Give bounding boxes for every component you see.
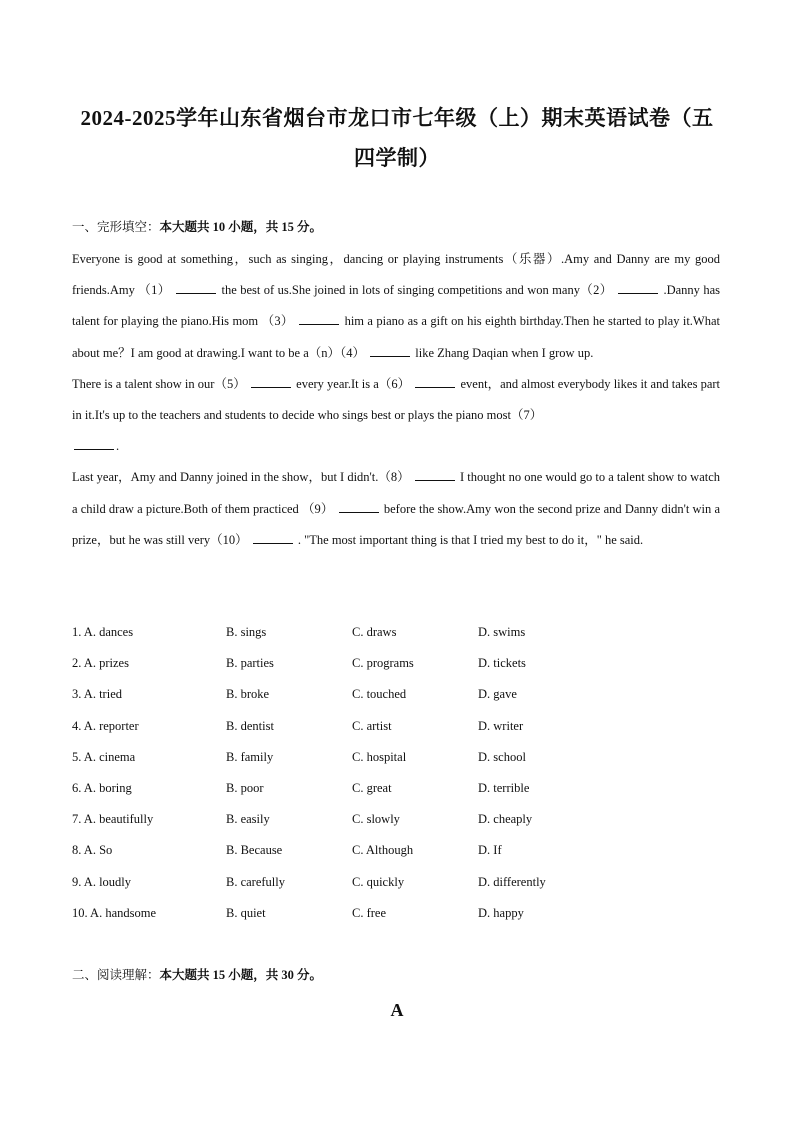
passage-text: .Danny has talent for playing the piano.His mom （3） <box>72 283 721 329</box>
section-2-info: 本大题共 15 小题，共 30 分。 <box>159 968 323 982</box>
option-b: B. quiet <box>226 905 266 920</box>
question-row <box>72 682 722 713</box>
section-1-heading <box>72 218 322 236</box>
title-line-2: 四学制） <box>354 146 440 170</box>
option-a: 2. A. prizes <box>72 656 129 671</box>
passage-text: every year.It is a（6） <box>296 376 411 391</box>
option-b: B. Because <box>226 843 283 858</box>
question-row <box>72 838 722 869</box>
cloze-passage <box>72 244 720 556</box>
blank-3 <box>299 314 339 325</box>
option-c: C. Although <box>352 843 414 858</box>
question-row <box>72 620 722 651</box>
question-row <box>72 651 722 682</box>
option-d: D. tickets <box>478 656 526 671</box>
option-c: C. artist <box>352 718 392 733</box>
option-b: B. broke <box>226 687 270 702</box>
exam-title <box>60 98 734 178</box>
blank-4 <box>370 346 410 357</box>
passage-text: I thought no one would go to a talent show to watch a child draw a picture.Both of them practiced （9） <box>72 470 721 516</box>
option-c: C. hospital <box>352 749 407 764</box>
blank-1 <box>176 283 216 294</box>
answer-options <box>72 620 722 932</box>
passage-text: event，and almost everybody likes it and takes part in it.It's up to the teachers and students to decide who sings best or plays the piano most（7） <box>72 376 721 423</box>
option-a: 7. A. beautifully <box>72 812 154 827</box>
option-b: B. family <box>226 749 274 764</box>
question-row <box>72 870 722 901</box>
passage-text: . "The most important thing is that I tried my best to do it，" he said. <box>297 532 644 547</box>
option-c: C. quickly <box>352 874 405 889</box>
option-d: D. writer <box>478 718 524 733</box>
option-b: B. easily <box>226 812 270 827</box>
option-d: D. school <box>478 749 526 764</box>
option-a: 8. A. So <box>72 843 113 858</box>
blank-9 <box>339 502 379 513</box>
option-a: 10. A. handsome <box>72 905 157 920</box>
reading-part-label: A <box>390 1000 404 1020</box>
option-c: C. touched <box>352 687 407 702</box>
option-d: D. swims <box>478 625 526 639</box>
question-row <box>72 776 722 807</box>
option-d: D. cheaply <box>478 812 533 827</box>
passage-text: Everyone is good at something，such as singing，dancing or playing instruments（乐器）.Amy and Danny are my good friends.Amy （1） <box>72 252 720 298</box>
blank-2 <box>618 283 658 294</box>
section-2-prefix: 二、阅读理解： <box>72 968 160 982</box>
passage-text: There is a talent show in our（5） <box>72 376 246 391</box>
option-d: D. happy <box>478 905 524 920</box>
section-2-heading <box>72 966 322 984</box>
passage-paragraph-3 <box>72 462 720 556</box>
title-line-1: 2024-2025学年山东省烟台市龙口市七年级（上）期末英语试卷（五 <box>80 106 714 130</box>
passage-text: him a piano as a gift on his eighth birthday.Then he started to play it.What about me？I am good at drawing.I want to be a（n）（4） <box>72 314 721 360</box>
option-a: 1. A. dances <box>72 625 134 639</box>
option-d: D. terrible <box>478 780 530 795</box>
option-c: C. great <box>352 780 392 795</box>
blank-7 <box>74 439 114 450</box>
option-c: C. slowly <box>352 812 400 827</box>
blank-8 <box>415 470 455 481</box>
option-d: D. gave <box>478 687 517 702</box>
option-b: B. parties <box>226 656 274 671</box>
blank-5 <box>251 377 291 388</box>
passage-text: Last year，Amy and Danny joined in the show，but I didn't.（8） <box>72 470 410 485</box>
passage-paragraph-1 <box>72 244 720 369</box>
option-b: B. carefully <box>226 874 286 889</box>
option-c: C. free <box>352 905 387 920</box>
option-a: 6. A. boring <box>72 780 132 795</box>
option-a: 4. A. reporter <box>72 718 139 733</box>
question-row <box>72 901 722 932</box>
passage-text: . <box>116 439 120 454</box>
option-a: 5. A. cinema <box>72 749 136 764</box>
option-d: D. differently <box>478 874 546 889</box>
passage-text: before the show.Amy won the second prize and Danny didn't win a prize，but he was still very（10） <box>72 501 721 547</box>
option-d: D. If <box>478 843 502 858</box>
passage-text: like Zhang Daqian when I grow up. <box>415 345 594 360</box>
option-c: C. programs <box>352 656 414 671</box>
section-1-info: 本大题共 10 小题，共 15 分。 <box>159 220 323 234</box>
option-b: B. sings <box>226 625 267 639</box>
question-row <box>72 807 722 838</box>
blank-10 <box>253 533 293 544</box>
passage-text: the best of us.She joined in lots of singing competitions and won many（2） <box>221 283 613 298</box>
question-row <box>72 745 722 776</box>
option-c: C. draws <box>352 625 397 639</box>
option-a: 9. A. loudly <box>72 874 132 889</box>
option-b: B. poor <box>226 780 264 795</box>
blank-6 <box>415 377 455 388</box>
option-a: 3. A. tried <box>72 687 122 702</box>
passage-paragraph-2 <box>72 369 720 463</box>
option-b: B. dentist <box>226 718 274 733</box>
section-1-prefix: 一、完形填空： <box>72 220 160 234</box>
question-row <box>72 714 722 745</box>
